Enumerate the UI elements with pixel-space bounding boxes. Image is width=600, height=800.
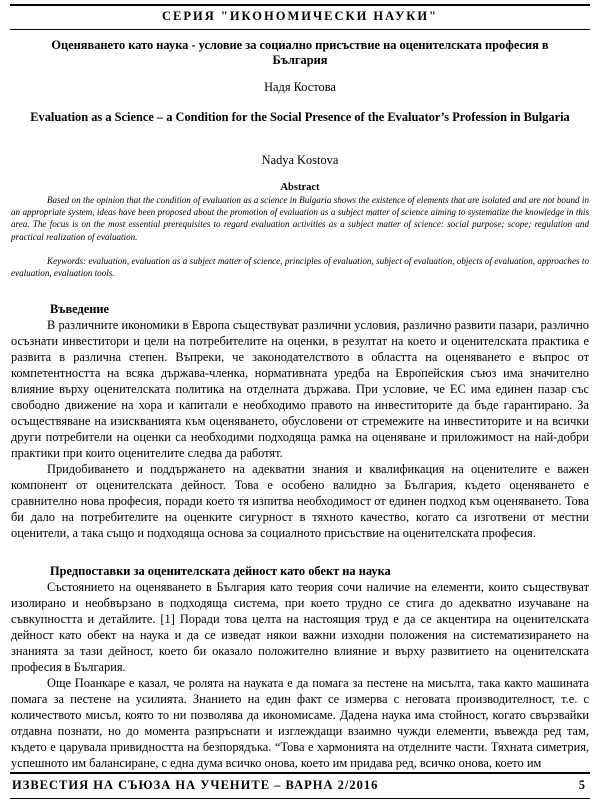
paragraph: В различните икономики в Европа съществуват различни условия, различно развити пазари, различно осъзнати инвеститори и цели на потребителите на оценки, в резултат на което и оценителската практика е развита в различна степен. Въпреки, че законодателството в областта на оценяването е въпрос от компетентността на всяка държава-членка, нормативната уредба на Европейския съюз има значително влияние върху оценителската политика на отделната държава. При условие, че ЕС има единен пазар със свободно движение на хора и капитали е необходимо правото на инвеститорите да бъде гарантирано. За осъществяване на изискванията към оценяването, обусловени от стремежите на инвеститорите и на всички други потребители на оценки са необходими подходяща рамка на оценяване и приложимост на най-добри практики при които оценителите следва да работят. — [11, 318, 589, 460]
author-bulgarian: Надя Костова — [264, 80, 336, 94]
series-header: СЕРИЯ "ИКОНОМИЧЕСКИ НАУКИ" — [10, 4, 590, 30]
title-english: Evaluation as a Science – a Condition for the Social Presence of the Evaluator’s Profession in Bulgaria — [30, 110, 570, 124]
page-number: 5 — [578, 778, 586, 792]
abstract-text: Based on the opinion that the condition of evaluation as a science in Bulgaria shows the existence of elements that are isolated and are not bound in an appropriate system, ideas have been proposed about the promotion of evaluation as a subject matter of science aiming to systematize the knowledge in this area. The focus is on the most essential prerequisites to regard evaluation activities as a subject matter of science: social purpose; scope; regulation and practical realization of evaluation. — [11, 195, 589, 242]
introduction-body — [11, 317, 589, 541]
section-heading-prerequisites: Предпоставки за оценителската дейност като обект на наука — [50, 564, 391, 578]
section-heading-introduction: Въведение — [50, 302, 110, 316]
journal-name: ИЗВЕСТИЯ НА СЪЮЗА НА УЧЕНИТЕ – ВАРНА 2/2016 — [12, 778, 379, 792]
paragraph: Състоянието на оценяването в България като теория сочи наличие на елементи, които съществуват изолирано и необвързано в подходяща система, при което трудно се стига до адекватно изучаване на съвкупността и детайлите. [1] Поради това целта на настоящия труд е да се акцентира на оценителската дейност като обект на наука и да се изведат някои важни изходни положения на систематизирането на знанията за тази дейност, което би оказало положително влияние и върху развитието на оценителската професия в България. — [11, 580, 589, 674]
prerequisites-body — [11, 579, 589, 771]
paragraph: Още Поанкаре е казал, че ролята на науката е да помага за пестене на мисълта, така както машината помага за пестене на усилията. Знанието на един факт се измерва с неговата производителност, т.е. с количеството мисъл, която то ни позволява да икономисаме. Дадена наука има стойност, когато свързвайки отдавна познати, но до момента разпръснати и изглеждащи взаимно чужди елементи, въвежда ред там, където е царувала привидността на безпорядъка. “Това е хармонията на отделните части. Тяхната симетрия, успешното им балансиране, с една дума всичко онова, което им придава ред, всичко онова, което им — [11, 676, 589, 770]
paragraph: Придобиването и поддържането на адекватни знания и квалификация на оценителите е важен компонент от оценителската дейност. Това е особено валидно за България, където оценяването е сравнително нова професия, поради което тя изпитва необходимост от единен подход към оценяването. Това би дало на потребителите на оценките сигурност в тяхното качество, когато са изготвени от местни оценители, а така също и подходяща основа за социалното присъствие на оценителската професия. — [11, 462, 589, 540]
page-footer — [10, 772, 590, 799]
author-english: Nadya Kostova — [261, 153, 339, 167]
abstract-heading: Abstract — [280, 182, 320, 193]
title-bulgarian: Оценяването като наука - условие за социално присъствие на оценителската професия в България — [51, 38, 549, 67]
keywords: Keywords: evaluation, evaluation as a subject matter of science, principles of evaluation, subject of evaluation, objects of evaluation, approaches to evaluation, evaluation tools. — [11, 256, 589, 279]
